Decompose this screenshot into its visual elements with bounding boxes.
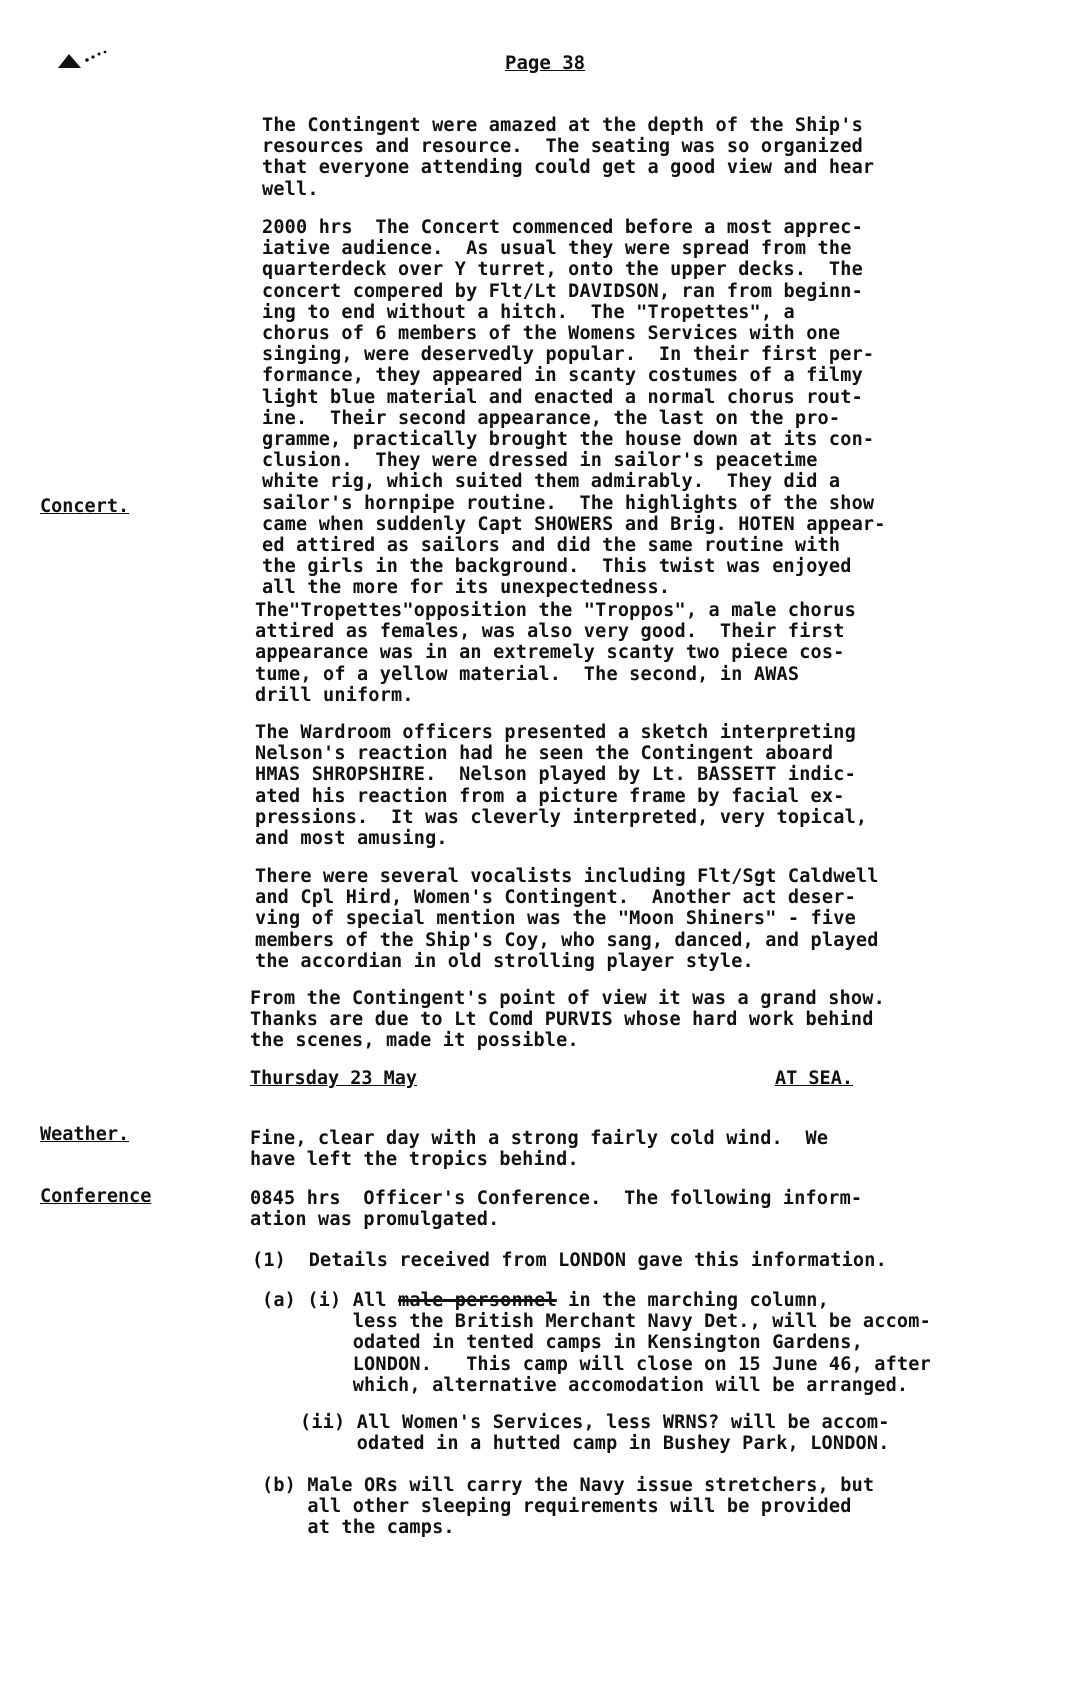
list-item-a-ii: (ii) All Women's Services, less WRNS? will be accom- odated in a hutted camp in Bushey Park, LONDON.: [300, 1412, 890, 1455]
list-item-b: (b) Male ORs will carry the Navy issue stretchers, but all other sleeping requirements will be provided at the camps.: [262, 1475, 875, 1539]
side-label-concert: Concert.: [40, 496, 130, 517]
dateline-date: Thursday 23 May: [250, 1068, 418, 1089]
list-item-1: (1) Details received from LONDON gave this information.: [252, 1250, 887, 1271]
list-item-a-i: [262, 1290, 931, 1396]
item-a-struck-text: male personnel: [398, 1290, 557, 1311]
page-corner-mark-icon: [55, 44, 125, 74]
paragraph-troppos: The"Tropettes"opposition the "Troppos", a male chorus attired as females, was also very good. Their first appearance was in an extremely scanty two piece cos- tume, of a yellow material. The second, in AWAS drill uniform.: [255, 600, 856, 706]
paragraph-weather: Fine, clear day with a strong fairly cold wind. We have left the tropics behind.: [250, 1128, 829, 1171]
item-a-rest: in the marching column, less the British Merchant Navy Det., will be accom- odated in tented camps in Kensington Gardens, LONDON. This camp will close on 15 June 46, after which, alternative accomodation will be arranged.: [352, 1290, 931, 1396]
paragraph-conference: 0845 hrs Officer's Conference. The following inform- ation was promulgated.: [250, 1188, 863, 1231]
side-label-conference: Conference: [40, 1186, 152, 1207]
paragraph-wardroom-sketch: The Wardroom officers presented a sketch interpreting Nelson's reaction had he seen the Contingent aboard HMAS SHROPSHIRE. Nelson played by Lt. BASSETT indic- ated his reaction from a picture frame by facial ex- pressions. It was cleverly interpreted, very topical, and most amusing.: [255, 722, 868, 850]
paragraph-thanks: From the Contingent's point of view it was a grand show. Thanks are due to Lt Comd PURVIS whose hard work behind the scenes, made it possible.: [250, 988, 885, 1052]
paragraph-concert-description: 2000 hrs The Concert commenced before a most apprec- iative audience. As usual they were spread from the quarterdeck over Y turret, onto the upper decks. The concert compered by Flt/Lt DAVIDSON, ran from beginn- ing to end without a hitch. The "Tropettes", a chorus of 6 members of the Womens Services with one singing, were deservedly popular. In their first per- formance, they appeared in scanty costumes of a filmy light blue material and enacted a normal chorus rout- ine. Their second appearance, the last on the pro- gramme, practically brought the house down at its con- clusion. They were dressed in sailor's peacetime white rig, which suited them admirably. They did a sailor's hornpipe routine. The highlights of the show came when suddenly Capt SHOWERS and Brig. HOTEN appear- ed attired as sailors and did the same routine with the girls in the background. This twist was enjoyed all the more for its unexpectedness.: [262, 217, 886, 599]
dateline-location: AT SEA.: [775, 1068, 853, 1089]
side-label-weather: Weather.: [40, 1124, 130, 1145]
item-a-prefix: (a) (i) All: [262, 1290, 399, 1311]
paragraph-vocalists: There were several vocalists including Flt/Sgt Caldwell and Cpl Hird, Women's Contingent. Another act deser- ving of special mention was the "Moon Shiners" - five members of the Ship's Coy, who sang, danced, and played the accordian in old strolling player style.: [255, 866, 879, 972]
page-number: Page 38: [505, 52, 586, 74]
paragraph-ship-resources: The Contingent were amazed at the depth of the Ship's resources and resource. The seating was so organized that everyone attending could get a good view and hear well.: [262, 115, 875, 200]
